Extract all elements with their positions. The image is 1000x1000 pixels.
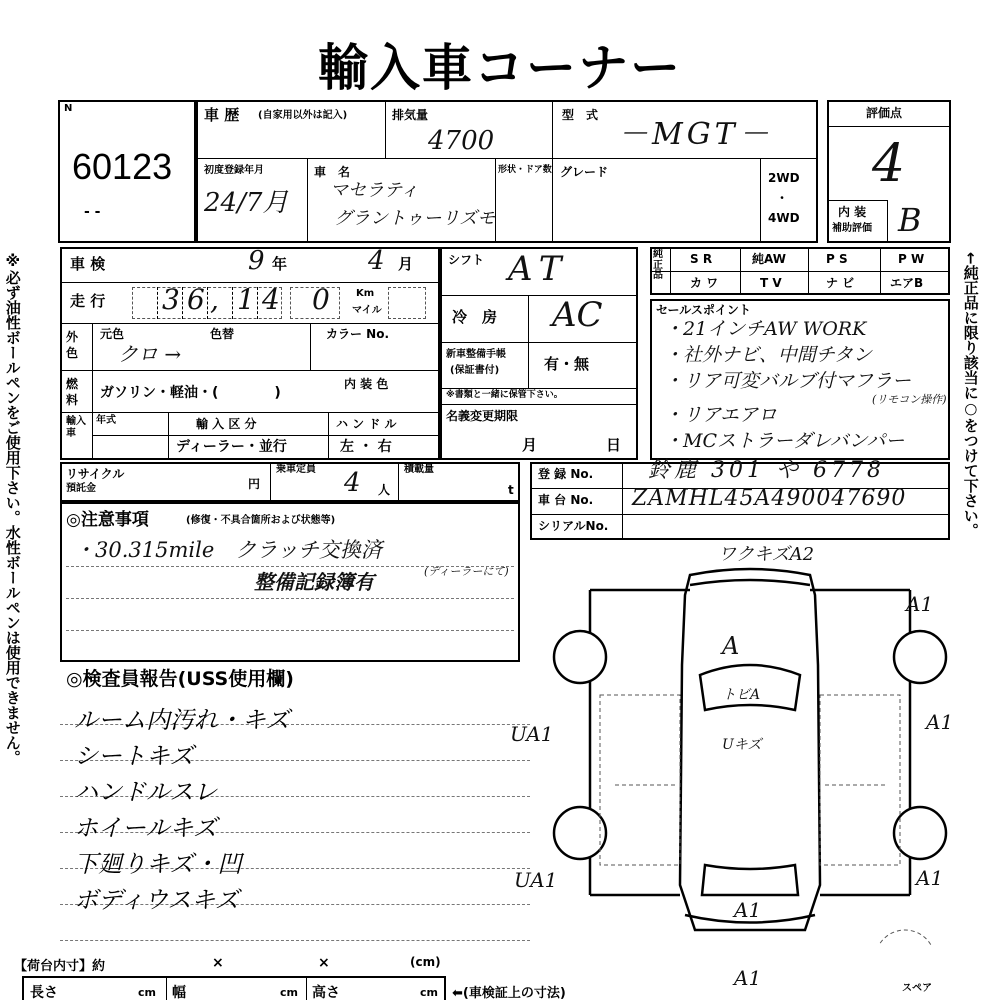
notes-sub-label: (修復・不具合箇所および状態等) xyxy=(186,515,336,526)
mileage-digit-5: 0 xyxy=(312,283,330,316)
reg-no-label: 登 録 No. xyxy=(538,467,594,481)
diagram-mark-hood: A xyxy=(722,632,740,660)
interior-score-value: B xyxy=(898,201,922,239)
stock-number-label: N xyxy=(64,103,73,114)
genuine-sr: S R xyxy=(690,252,713,266)
diagram-mark-l-door: UA1 xyxy=(510,722,554,746)
genuine-navi: ナ ビ xyxy=(826,276,855,290)
serial-no-label: シリアルNo. xyxy=(538,519,609,533)
mileage-separator: , xyxy=(210,283,219,316)
diagram-top-note: ワクキズA2 xyxy=(718,544,815,565)
displacement-value: 4700 xyxy=(428,126,495,156)
inspector-line-2: シートキズ xyxy=(74,742,194,770)
interior-sub-label: 補助評価 xyxy=(832,223,872,234)
genuine-leather: カ ワ xyxy=(690,276,719,290)
color-no-label: カラー No. xyxy=(326,327,390,341)
score-value: 4 xyxy=(872,134,906,194)
right-side-note: ←純正品に限り該当に○をつけて下さい。 xyxy=(961,252,980,538)
car-name-line1: マセラティ xyxy=(330,180,419,201)
manual-label-2: (保証書付) xyxy=(450,365,500,376)
score-label: 評価点 xyxy=(866,106,903,120)
notes-line-2-note: (ディーラーにて) xyxy=(424,565,509,578)
sales-point-4: ・リアエアロ xyxy=(664,404,778,426)
cargo-times-1: × xyxy=(212,955,224,971)
genuine-aw: 純AW xyxy=(752,252,786,266)
year-unit: 年 xyxy=(272,255,288,273)
shaken-month-value: 4 xyxy=(368,246,385,276)
body-doors-label: 形状・ドア数 xyxy=(498,165,552,175)
mileage-label: 走 行 xyxy=(70,292,106,310)
cargo-dims-box xyxy=(22,976,446,1000)
recycle-label-2: 預託金 xyxy=(66,483,96,494)
width-unit: cm xyxy=(280,986,298,999)
genuine-tv: T V xyxy=(760,276,782,290)
stock-number-value: 60123 xyxy=(72,146,173,187)
diagram-mark-fr-wheel: A1 xyxy=(906,592,934,616)
capacity-value: 4 xyxy=(344,468,361,498)
reg-no-value: 鈴鹿 301 や 6778 xyxy=(648,458,885,483)
inspector-line-4: ホイールキズ xyxy=(74,814,218,842)
height-label: 高さ xyxy=(312,985,340,1000)
cargo-times-2: × xyxy=(318,955,330,971)
diagram-mark-rear-bumper: A1 xyxy=(734,966,762,990)
page-title: 輸入車コーナー xyxy=(318,39,682,97)
inspector-label: ◎検査員報告(USS使用欄) xyxy=(66,668,294,690)
sales-point-3-note: (リモコン操作) xyxy=(872,393,947,406)
mileage-digit-2: 6 xyxy=(187,283,205,316)
sales-point-2: ・社外ナビ、中間チタン xyxy=(664,344,872,366)
sales-point-3: ・リア可変バルブ付マフラー xyxy=(664,370,912,392)
notes-label: ◎注意事項 xyxy=(66,510,149,530)
sales-point-5: ・MCストラーダレバンパー xyxy=(664,430,905,452)
drive-dot: ・ xyxy=(776,191,789,205)
displacement-label: 排気量 xyxy=(392,108,429,122)
diagram-mark-l-rear: UA1 xyxy=(514,868,558,892)
load-unit: t xyxy=(508,483,514,497)
color-value: クロ → xyxy=(118,342,182,366)
model-label: 型 式 xyxy=(562,108,599,122)
sales-point-1: ・21インチAW WORK xyxy=(664,318,867,340)
chassis-no-value: ZAMHL45A490047690 xyxy=(632,486,907,511)
exterior-label: 外色 xyxy=(66,330,79,360)
repaint-label: 色替 xyxy=(210,327,235,341)
inspector-line-1: ルーム内汚れ・キズ xyxy=(74,706,290,734)
history-note: (自家用以外は記入) xyxy=(258,110,348,121)
inspector-line-6: ボディウスキズ xyxy=(74,886,239,914)
car-name-line2: グラントゥーリズモ xyxy=(334,208,496,229)
length-label: 長さ xyxy=(30,985,58,1000)
diagram-mark-windshield: トビA xyxy=(722,687,761,703)
cargo-cm: (cm) xyxy=(410,955,441,969)
import-type-label: 輸 入 区 分 xyxy=(196,417,257,431)
drive-2wd: 2WD xyxy=(768,171,800,185)
drive-4wd: 4WD xyxy=(768,211,800,225)
first-reg-value: 24/7月 xyxy=(204,188,289,218)
handle-label: ハ ン ド ル xyxy=(336,417,397,431)
model-year-label: 年式 xyxy=(96,415,116,426)
name-change-label: 名義変更期限 xyxy=(446,409,519,423)
history-label: 車 歴 xyxy=(204,106,240,124)
mile-unit: マイル xyxy=(352,305,382,316)
ac-value: AC xyxy=(552,295,603,335)
height-unit: cm xyxy=(420,986,438,999)
recycle-label-1: リサイクル xyxy=(66,467,125,481)
first-reg-label: 初度登録年月 xyxy=(204,165,264,176)
fuel-options: ガソリン・軽油・( ) xyxy=(100,385,281,401)
shaken-year-value: 9 xyxy=(248,246,265,276)
diagram-mark-trunk: A1 xyxy=(734,898,762,922)
mileage-digit-4: 4 xyxy=(262,283,280,316)
notes-line-2: 整備記録簿有 xyxy=(254,570,374,594)
inspector-line-5: 下廻りキズ・凹 xyxy=(74,850,242,878)
name-change-month: 月 xyxy=(522,436,538,454)
spare-label: スペア xyxy=(902,983,932,994)
car-name-label: 車 名 xyxy=(314,165,351,179)
notes-line-1: ・30.315mile クラッチ交換済 xyxy=(74,538,382,562)
diagram-mark-roof: Uキズ xyxy=(722,737,762,753)
load-label: 積載量 xyxy=(404,464,434,475)
capacity-unit: 人 xyxy=(378,483,391,497)
cargo-reference: ⬅(車検証上の寸法) xyxy=(452,986,566,1000)
genuine-airbag: エアB xyxy=(890,276,924,290)
ac-label: 冷 房 xyxy=(452,308,498,326)
genuine-label: 純正品 xyxy=(653,249,663,281)
orig-color-label: 元色 xyxy=(100,327,125,341)
import-label: 輸入車 xyxy=(66,416,86,439)
manual-note: ※書類と一緒に保管下さい。 xyxy=(446,390,563,400)
shift-value: AT xyxy=(508,249,570,289)
month-unit: 月 xyxy=(398,255,414,273)
diagram-mark-rr-wheel: A1 xyxy=(916,866,944,890)
sales-points-label: セールスポイント xyxy=(656,303,751,317)
length-unit: cm xyxy=(138,986,156,999)
chassis-no-label: 車 台 No. xyxy=(538,493,594,507)
capacity-label: 乗車定員 xyxy=(276,464,316,475)
diagram-mark-r-door: A1 xyxy=(926,710,954,734)
stock-number-dash: - - xyxy=(84,204,101,220)
import-type-options: ディーラー・並行 xyxy=(176,439,287,455)
model-value: －MGT－ xyxy=(618,117,773,152)
name-change-day: 日 xyxy=(606,436,622,454)
genuine-pw: P W xyxy=(898,252,925,266)
manual-label-1: 新車整備手帳 xyxy=(446,349,506,360)
width-label: 幅 xyxy=(172,985,186,1000)
genuine-ps: P S xyxy=(826,252,848,266)
interior-color-label: 内 装 色 xyxy=(344,377,389,391)
manual-value: 有・無 xyxy=(544,355,590,373)
interior-score-label: 内 装 xyxy=(838,205,867,219)
left-side-note: ※必ず油性ボールペンをご使用下さい。水性ボールペンは使用できません。 xyxy=(3,252,22,765)
mileage-digit-3: 1 xyxy=(237,283,255,316)
shift-label: シフト xyxy=(448,253,485,267)
inspector-line-3: ハンドルスレ xyxy=(74,778,218,806)
handle-options: 左 ・ 右 xyxy=(340,439,392,455)
cargo-label: 【荷台内寸】約 xyxy=(14,959,106,974)
mileage-digit-1: 3 xyxy=(162,283,180,316)
recycle-yen: 円 xyxy=(248,477,261,491)
km-unit: Km xyxy=(356,288,375,299)
grade-label: グレード xyxy=(560,165,609,179)
shaken-label: 車 検 xyxy=(70,255,106,273)
fuel-label: 燃料 xyxy=(66,377,79,407)
